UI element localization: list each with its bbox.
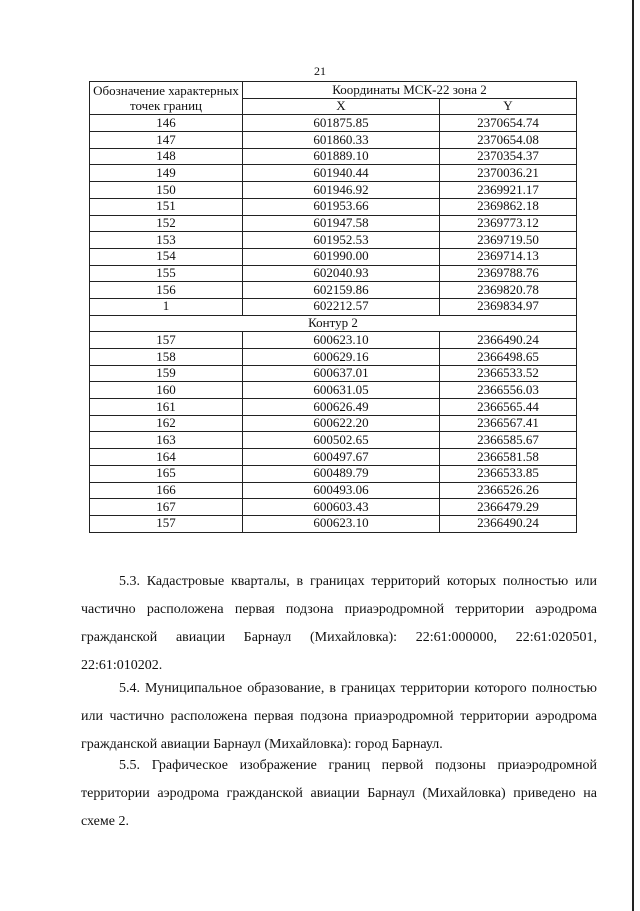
point-id-cell: 148 bbox=[90, 148, 243, 165]
table-row bbox=[90, 399, 577, 416]
table-row bbox=[90, 449, 577, 466]
page-border bbox=[632, 0, 634, 911]
y-coordinate-cell: 2370654.74 bbox=[440, 115, 577, 132]
header-x-label: X bbox=[243, 98, 440, 115]
table-row bbox=[90, 248, 577, 265]
table-row bbox=[90, 349, 577, 366]
y-coordinate-cell: 2366526.26 bbox=[440, 482, 577, 499]
y-coordinate-cell: 2366490.24 bbox=[440, 332, 577, 349]
table-row bbox=[90, 298, 577, 315]
x-coordinate-cell: 601946.92 bbox=[243, 182, 440, 199]
x-coordinate-cell: 600629.16 bbox=[243, 349, 440, 366]
x-coordinate-cell: 600489.79 bbox=[243, 465, 440, 482]
point-id-cell: 152 bbox=[90, 215, 243, 232]
x-coordinate-cell: 600631.05 bbox=[243, 382, 440, 399]
table-row bbox=[90, 482, 577, 499]
table-row bbox=[90, 165, 577, 182]
table-row bbox=[90, 332, 577, 349]
paragraph-5-3: 5.3. Кадастровые кварталы, в границах территорий которых полностью или частично расположена первая подзона приаэродромной территории аэродрома гражданской авиации Барнаул (Михайловка): 22:61:000000, 22:61:020501, 22:61:010202. bbox=[81, 574, 597, 673]
x-coordinate-cell: 601860.33 bbox=[243, 132, 440, 149]
y-coordinate-cell: 2369921.17 bbox=[440, 182, 577, 199]
point-id-cell: 147 bbox=[90, 132, 243, 149]
y-coordinate-cell: 2370036.21 bbox=[440, 165, 577, 182]
x-coordinate-cell: 602040.93 bbox=[243, 265, 440, 282]
y-coordinate-cell: 2369714.13 bbox=[440, 248, 577, 265]
point-id-cell: 153 bbox=[90, 232, 243, 249]
contour-2-row bbox=[90, 315, 577, 332]
y-coordinate-cell: 2370654.08 bbox=[440, 132, 577, 149]
point-id-cell: 167 bbox=[90, 499, 243, 516]
point-id-cell: 159 bbox=[90, 365, 243, 382]
x-coordinate-cell: 601940.44 bbox=[243, 165, 440, 182]
table-row bbox=[90, 215, 577, 232]
y-coordinate-cell: 2366479.29 bbox=[440, 499, 577, 516]
point-id-cell: 164 bbox=[90, 449, 243, 466]
x-coordinate-cell: 601889.10 bbox=[243, 148, 440, 165]
table-row bbox=[90, 132, 577, 149]
y-coordinate-cell: 2369820.78 bbox=[440, 282, 577, 299]
table-row bbox=[90, 499, 577, 516]
point-id-cell: 149 bbox=[90, 165, 243, 182]
x-coordinate-cell: 601990.00 bbox=[243, 248, 440, 265]
x-coordinate-cell: 602212.57 bbox=[243, 298, 440, 315]
table-row bbox=[90, 265, 577, 282]
y-coordinate-cell: 2366581.58 bbox=[440, 449, 577, 466]
x-coordinate-cell: 601947.58 bbox=[243, 215, 440, 232]
table-row bbox=[90, 148, 577, 165]
y-coordinate-cell: 2369834.97 bbox=[440, 298, 577, 315]
contour-2-label: Контур 2 bbox=[90, 315, 577, 332]
x-coordinate-cell: 601953.66 bbox=[243, 198, 440, 215]
point-id-cell: 165 bbox=[90, 465, 243, 482]
point-id-cell: 1 bbox=[90, 298, 243, 315]
y-coordinate-cell: 2366533.52 bbox=[440, 365, 577, 382]
x-coordinate-cell: 600502.65 bbox=[243, 432, 440, 449]
y-coordinate-cell: 2366585.67 bbox=[440, 432, 577, 449]
x-coordinate-cell: 600637.01 bbox=[243, 365, 440, 382]
point-id-cell: 146 bbox=[90, 115, 243, 132]
table-row bbox=[90, 432, 577, 449]
x-coordinate-cell: 601875.85 bbox=[243, 115, 440, 132]
table-row bbox=[90, 182, 577, 199]
x-coordinate-cell: 600623.10 bbox=[243, 332, 440, 349]
table-row bbox=[90, 415, 577, 432]
y-coordinate-cell: 2369862.18 bbox=[440, 198, 577, 215]
point-id-cell: 163 bbox=[90, 432, 243, 449]
y-coordinate-cell: 2369773.12 bbox=[440, 215, 577, 232]
table-row bbox=[90, 382, 577, 399]
point-id-cell: 166 bbox=[90, 482, 243, 499]
point-id-cell: 162 bbox=[90, 415, 243, 432]
table-row bbox=[90, 365, 577, 382]
y-coordinate-cell: 2366556.03 bbox=[440, 382, 577, 399]
x-coordinate-cell: 602159.86 bbox=[243, 282, 440, 299]
y-coordinate-cell: 2366533.85 bbox=[440, 465, 577, 482]
table-row bbox=[90, 465, 577, 482]
header-coords-label: Координаты МСК-22 зона 2 bbox=[243, 82, 577, 99]
table-header-row bbox=[90, 82, 577, 99]
x-coordinate-cell: 600622.20 bbox=[243, 415, 440, 432]
coordinates-table bbox=[89, 81, 577, 533]
point-id-cell: 157 bbox=[90, 332, 243, 349]
x-coordinate-cell: 601952.53 bbox=[243, 232, 440, 249]
table-row bbox=[90, 282, 577, 299]
x-coordinate-cell: 600626.49 bbox=[243, 399, 440, 416]
point-id-cell: 155 bbox=[90, 265, 243, 282]
paragraph-5-4: 5.4. Муниципальное образование, в границах территории которого полностью или частично расположена первая подзона приаэродромной территории аэродрома гражданской авиации Барнаул (Михайловка): город Барнаул. bbox=[81, 681, 597, 752]
paragraph-5-5: 5.5. Графическое изображение границ первой подзоны приаэродромной территории аэродрома гражданской авиации Барнаул (Михайловка) приведено на схеме 2. bbox=[81, 758, 597, 829]
x-coordinate-cell: 600497.67 bbox=[243, 449, 440, 466]
point-id-cell: 157 bbox=[90, 515, 243, 532]
header-y-label: Y bbox=[440, 98, 577, 115]
page-number: 21 bbox=[314, 64, 326, 78]
table-row bbox=[90, 515, 577, 532]
point-id-cell: 158 bbox=[90, 349, 243, 366]
table-row bbox=[90, 232, 577, 249]
x-coordinate-cell: 600623.10 bbox=[243, 515, 440, 532]
point-id-cell: 154 bbox=[90, 248, 243, 265]
x-coordinate-cell: 600493.06 bbox=[243, 482, 440, 499]
point-id-cell: 151 bbox=[90, 198, 243, 215]
y-coordinate-cell: 2366490.24 bbox=[440, 515, 577, 532]
point-id-cell: 150 bbox=[90, 182, 243, 199]
y-coordinate-cell: 2370354.37 bbox=[440, 148, 577, 165]
y-coordinate-cell: 2369719.50 bbox=[440, 232, 577, 249]
y-coordinate-cell: 2369788.76 bbox=[440, 265, 577, 282]
y-coordinate-cell: 2366565.44 bbox=[440, 399, 577, 416]
point-id-cell: 161 bbox=[90, 399, 243, 416]
point-id-cell: 156 bbox=[90, 282, 243, 299]
y-coordinate-cell: 2366498.65 bbox=[440, 349, 577, 366]
y-coordinate-cell: 2366567.41 bbox=[440, 415, 577, 432]
table-row bbox=[90, 198, 577, 215]
point-id-cell: 160 bbox=[90, 382, 243, 399]
table-row bbox=[90, 115, 577, 132]
x-coordinate-cell: 600603.43 bbox=[243, 499, 440, 516]
header-point-label: Обозначение характерных точек границ bbox=[90, 82, 243, 115]
